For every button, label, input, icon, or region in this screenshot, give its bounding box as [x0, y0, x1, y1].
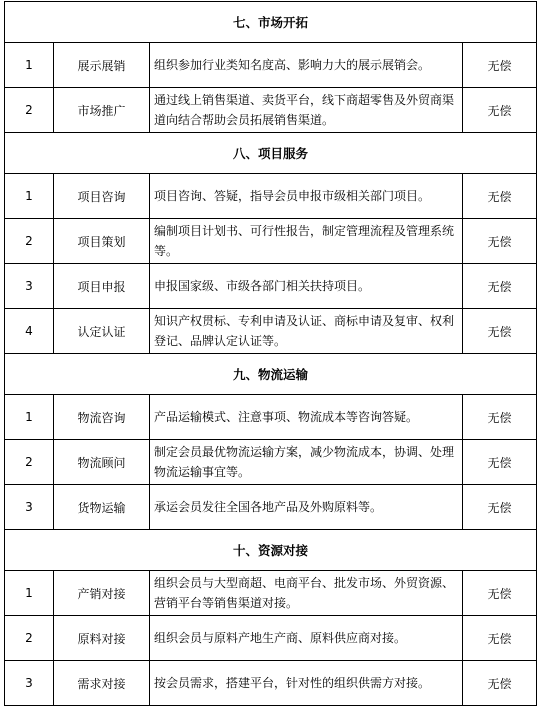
section-header-row [5, 354, 537, 395]
row-number: 1 [5, 43, 54, 88]
item-description: 组织会员与原料产地生产商、原料供应商对接。 [150, 616, 463, 661]
table-row [5, 43, 537, 88]
item-description: 项目咨询、答疑，指导会员申报市级相关部门项目。 [150, 174, 463, 219]
table-row [5, 264, 537, 309]
item-fee: 无偿 [463, 571, 537, 616]
item-name: 产销对接 [54, 571, 150, 616]
section-title: 九、物流运输 [5, 354, 537, 395]
row-number: 1 [5, 571, 54, 616]
item-name: 项目咨询 [54, 174, 150, 219]
item-name: 展示展销 [54, 43, 150, 88]
section-header-row [5, 2, 537, 43]
service-table [4, 1, 537, 706]
item-name: 项目策划 [54, 219, 150, 264]
item-fee: 无偿 [463, 395, 537, 440]
table-row [5, 485, 537, 530]
item-description: 组织会员与大型商超、电商平台、批发市场、外贸资源、营销平台等销售渠道对接。 [150, 571, 463, 616]
section-header-row [5, 530, 537, 571]
section-title: 十、资源对接 [5, 530, 537, 571]
item-fee: 无偿 [463, 264, 537, 309]
item-name: 需求对接 [54, 661, 150, 706]
item-fee: 无偿 [463, 661, 537, 706]
item-fee: 无偿 [463, 485, 537, 530]
row-number: 3 [5, 661, 54, 706]
item-description: 产品运输模式、注意事项、物流成本等咨询答疑。 [150, 395, 463, 440]
item-description: 按会员需求，搭建平台，针对性的组织供需方对接。 [150, 661, 463, 706]
item-fee: 无偿 [463, 174, 537, 219]
section-header-row [5, 133, 537, 174]
row-number: 4 [5, 309, 54, 354]
item-description: 编制项目计划书、可行性报告，制定管理流程及管理系统等。 [150, 219, 463, 264]
table-row [5, 440, 537, 485]
section-title: 七、市场开拓 [5, 2, 537, 43]
item-description: 通过线上销售渠道、卖货平台，线下商超零售及外贸商渠道向结合帮助会员拓展销售渠道。 [150, 88, 463, 133]
item-fee: 无偿 [463, 219, 537, 264]
item-name: 物流咨询 [54, 395, 150, 440]
item-fee: 无偿 [463, 309, 537, 354]
row-number: 3 [5, 264, 54, 309]
row-number: 2 [5, 440, 54, 485]
item-name: 认定认证 [54, 309, 150, 354]
item-fee: 无偿 [463, 43, 537, 88]
table-row [5, 88, 537, 133]
item-name: 市场推广 [54, 88, 150, 133]
row-number: 2 [5, 88, 54, 133]
row-number: 2 [5, 616, 54, 661]
item-fee: 无偿 [463, 88, 537, 133]
table-row [5, 219, 537, 264]
table-row [5, 309, 537, 354]
row-number: 1 [5, 174, 54, 219]
item-description: 申报国家级、市级各部门相关扶持项目。 [150, 264, 463, 309]
row-number: 1 [5, 395, 54, 440]
item-fee: 无偿 [463, 440, 537, 485]
table-row [5, 174, 537, 219]
table-row [5, 395, 537, 440]
item-name: 物流顾问 [54, 440, 150, 485]
row-number: 3 [5, 485, 54, 530]
item-name: 项目申报 [54, 264, 150, 309]
item-description: 组织参加行业类知名度高、影响力大的展示展销会。 [150, 43, 463, 88]
table-row [5, 571, 537, 616]
item-name: 原料对接 [54, 616, 150, 661]
item-description: 承运会员发往全国各地产品及外购原料等。 [150, 485, 463, 530]
item-name: 货物运输 [54, 485, 150, 530]
item-description: 知识产权贯标、专利申请及认证、商标申请及复审、权利登记、品牌认定认证等。 [150, 309, 463, 354]
section-title: 八、项目服务 [5, 133, 537, 174]
row-number: 2 [5, 219, 54, 264]
table-row [5, 616, 537, 661]
item-fee: 无偿 [463, 616, 537, 661]
item-description: 制定会员最优物流运输方案，减少物流成本，协调、处理物流运输事宜等。 [150, 440, 463, 485]
